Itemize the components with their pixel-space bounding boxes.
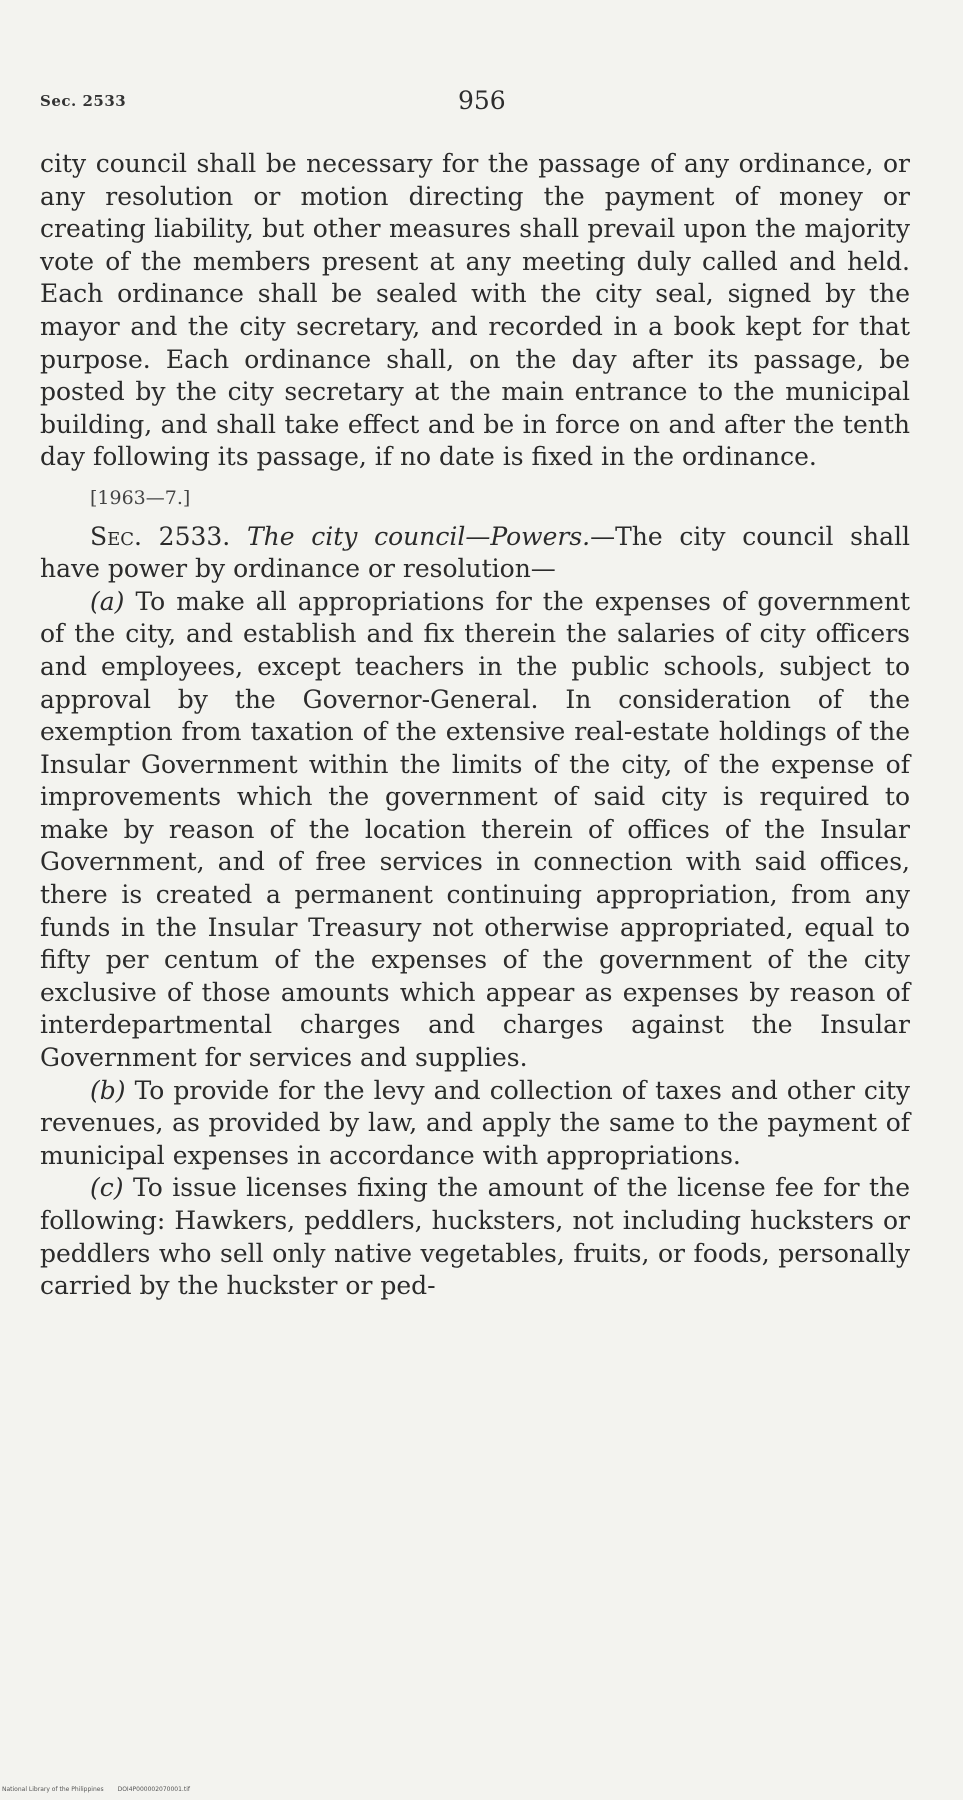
item-c-text: To issue licenses fixing the amount of the license fee for the following: Hawkers, peddlers, hucksters, not including hucksters or peddlers who sell only native vegetables, fruits, or foods, personally carried by the huckster or ped-: [40, 1173, 911, 1301]
section-intro: —The city council shall have power by ordinance or resolution—: [40, 521, 910, 584]
section-heading-paragraph: [40, 521, 910, 586]
section-label: Sec. 2533.: [90, 521, 231, 551]
item-c-paragraph: [40, 1172, 910, 1302]
section-title: The city council—Powers.: [246, 521, 591, 551]
item-c-label: (c): [90, 1173, 124, 1203]
footer-credit: [2, 1786, 190, 1793]
item-b-label: (b): [90, 1075, 126, 1105]
page-number: 956: [458, 86, 506, 115]
citation: [1963—7.]: [90, 486, 191, 509]
item-a-paragraph: [40, 586, 910, 1075]
footer-library: National Library of the Philippines: [2, 1786, 104, 1793]
footer-code: DOI4P000002070001.tif: [117, 1786, 190, 1793]
body-text: [40, 148, 910, 1303]
item-a-text: To make all appropriations for the expenses of government of the city, and establish and fix therein the salaries of city officers and employees, except teachers in the public schools, subject to approval by the Governor-General. In consideration of the exemption from taxation of the extensive real-estate holdings of the Insular Government within the limits of the city, of the expense of improvements which the government of said city is required to make by reason of the location therein of offices of the Insular Government, and of free services in connection with said offices, there is created a permanent continuing appropriation, from any funds in the Insular Treasury not otherwise appropriated, equal to fifty per centum of the expenses of the government of the city exclusive of those amounts which appear as expenses by reason of interdepartmental charges and charges against the Insular Government for services and supplies.: [40, 586, 910, 1073]
item-b-text: To provide for the levy and collection of taxes and other city revenues, as provided by law, and apply the same to the payment of municipal expenses in accordance with appropriations.: [40, 1075, 910, 1170]
item-b-paragraph: [40, 1075, 910, 1173]
continuation-paragraph: city council shall be necessary for the passage of any ordinance, or any resolution or motion directing the payment of money or creating liability, but other measures shall prevail upon the majority vote of the members present at any meeting duly called and held. Each ordinance shall be sealed with the city seal, signed by the mayor and the city secretary, and recorded in a book kept for that purpose. Each ordinance shall, on the day after its passage, be posted by the city secretary at the main entrance to the municipal building, and shall take effect and be in force on and after the tenth day following its passage, if no date is fixed in the ordinance.: [40, 149, 910, 472]
item-a-label: (a): [90, 586, 125, 616]
running-head-section: Sec. 2533: [40, 92, 127, 110]
